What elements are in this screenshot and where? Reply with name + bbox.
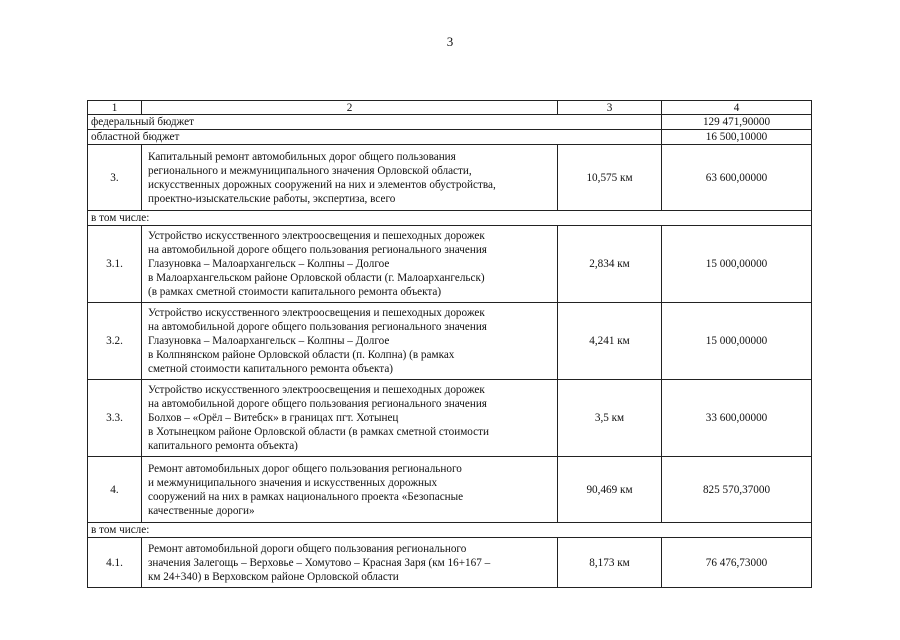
description-line: Глазуновка – Малоархангельск – Колпны – Долгое: [148, 335, 390, 347]
description-line: и межмуниципального значения и искусственных дорожных: [148, 476, 438, 489]
including-row: [88, 211, 812, 226]
description-line: значения Залегощь – Верховье – Хомутово – Красная Заря (км 16+167 –: [148, 556, 491, 569]
column-number-cell: 2: [142, 101, 558, 115]
description-line: регионального и межмуниципального значения Орловской области,: [148, 164, 472, 177]
description-line: км 24+340) в Верховском районе Орловской области: [148, 570, 399, 583]
item-number: 3.2.: [88, 303, 142, 380]
description-line: Глазуновка – Малоархангельск – Колпны – Долгое: [148, 258, 390, 270]
description-line: Устройство искусственного электроосвещения и пешеходных дорожек: [148, 307, 485, 319]
description-line: Капитальный ремонт автомобильных дорог общего пользования: [148, 150, 456, 163]
description-line: проектно-изыскательские работы, экспертиза, всего: [148, 192, 396, 205]
budget-source-row: [88, 115, 812, 130]
item-number: 3.3.: [88, 380, 142, 457]
table-row: [88, 538, 812, 588]
item-description: [142, 538, 558, 588]
description-line: качественные дороги»: [148, 504, 255, 517]
description-line: на автомобильной дороге общего пользования регионального значения: [148, 321, 487, 333]
description-line: Устройство искусственного электроосвещения и пешеходных дорожек: [148, 230, 485, 242]
description-line: Ремонт автомобильных дорог общего пользования регионального: [148, 462, 462, 475]
description-line: в Малоархангельском районе Орловской области (г. Малоархангельск): [148, 272, 485, 284]
table-row: [88, 145, 812, 211]
amount-cell: 76 476,73000: [662, 538, 812, 588]
budget-source-label: областной бюджет: [88, 130, 662, 145]
including-label: в том числе:: [88, 523, 812, 538]
budget-table: [87, 100, 812, 588]
length-cell: 10,575 км: [558, 145, 662, 211]
table-row: [88, 457, 812, 523]
column-number-cell: 3: [558, 101, 662, 115]
description-line: сметной стоимости капитального ремонта объекта): [148, 363, 394, 375]
item-description: [142, 303, 558, 380]
length-cell: 8,173 км: [558, 538, 662, 588]
description-line: Устройство искусственного электроосвещения и пешеходных дорожек: [148, 384, 485, 396]
item-description: [142, 226, 558, 303]
description-line: в Хотынецком районе Орловской области (в рамках сметной стоимости: [148, 426, 489, 438]
item-description: [142, 145, 558, 211]
budget-source-row: [88, 130, 812, 145]
budget-source-label: федеральный бюджет: [88, 115, 662, 130]
description-line: в Колпнянском районе Орловской области (п. Колпна) (в рамках: [148, 349, 455, 361]
amount-cell: 825 570,37000: [662, 457, 812, 523]
item-number: 3.1.: [88, 226, 142, 303]
description-line: капитального ремонта объекта): [148, 440, 298, 452]
description-line: сооружений на них в рамках национального проекта «Безопасные: [148, 490, 464, 503]
amount-cell: 15 000,00000: [662, 303, 812, 380]
description-line: искусственных дорожных сооружений на них и элементов обустройства,: [148, 178, 496, 191]
including-row: [88, 523, 812, 538]
length-cell: 3,5 км: [558, 380, 662, 457]
item-description: [142, 457, 558, 523]
length-cell: 90,469 км: [558, 457, 662, 523]
amount-cell: 129 471,90000: [662, 115, 812, 130]
column-number-row: [88, 101, 812, 115]
table-row: [88, 380, 812, 457]
page-number: 3: [446, 34, 454, 49]
item-description: [142, 380, 558, 457]
length-cell: 4,241 км: [558, 303, 662, 380]
amount-cell: 63 600,00000: [662, 145, 812, 211]
description-line: Болхов – «Орёл – Витебск» в границах пгт. Хотынец: [148, 412, 399, 424]
amount-cell: 15 000,00000: [662, 226, 812, 303]
including-label: в том числе:: [88, 211, 812, 226]
description-line: на автомобильной дороге общего пользования регионального значения: [148, 398, 487, 410]
table-row: [88, 226, 812, 303]
item-number: 4.: [88, 457, 142, 523]
item-number: 3.: [88, 145, 142, 211]
description-line: Ремонт автомобильной дороги общего пользования регионального: [148, 542, 467, 555]
description-line: на автомобильной дороге общего пользования регионального значения: [148, 244, 487, 256]
column-number-cell: 1: [88, 101, 142, 115]
item-number: 4.1.: [88, 538, 142, 588]
description-line: (в рамках сметной стоимости капитального ремонта объекта): [148, 286, 442, 298]
amount-cell: 33 600,00000: [662, 380, 812, 457]
length-cell: 2,834 км: [558, 226, 662, 303]
amount-cell: 16 500,10000: [662, 130, 812, 145]
column-number-cell: 4: [662, 101, 812, 115]
table-row: [88, 303, 812, 380]
